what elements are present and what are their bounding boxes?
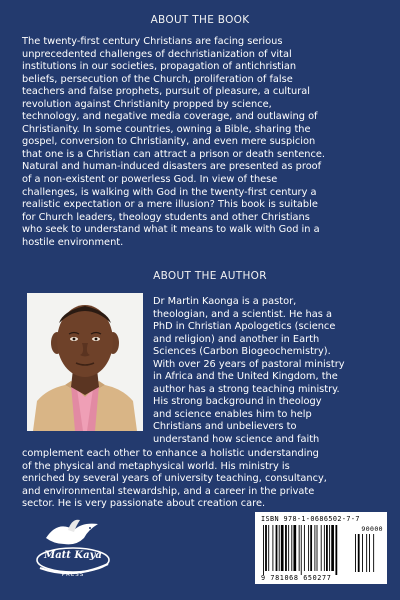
barcode-bar bbox=[310, 525, 312, 571]
book-blurb bbox=[22, 36, 382, 249]
blurb-line: unprecedented challenges of dechristianization of vital bbox=[22, 48, 292, 60]
bio-line: and religion) and another in Earth bbox=[153, 333, 320, 345]
barcode-bar bbox=[317, 525, 318, 571]
blurb-line: challenges, is walking with God in the twenty-first century a bbox=[22, 186, 317, 198]
barcode-bar bbox=[281, 525, 284, 571]
blurb-line: realistic expectation or a mere illusion? This book is suitable bbox=[22, 199, 318, 211]
barcode-bar bbox=[272, 525, 273, 571]
publisher-press: PRESS bbox=[61, 572, 85, 578]
barcode-bar bbox=[276, 525, 278, 571]
barcode-bar bbox=[304, 525, 305, 571]
barcode-addon-bar bbox=[373, 534, 374, 572]
barcode-bar bbox=[263, 525, 264, 575]
barcode-bar bbox=[314, 525, 315, 571]
barcode-addon-bar bbox=[355, 534, 356, 572]
bio-line: understand how science and faith bbox=[153, 434, 320, 446]
blurb-line: beliefs, persecution of the Church, proliferation of false bbox=[22, 73, 293, 85]
blurb-line: Natural and human-induced disasters are presented as proof bbox=[22, 161, 322, 173]
blurb-line: revolution against Christianity propped by science, bbox=[22, 98, 272, 110]
barcode-number: 9 781068 650277 bbox=[261, 574, 332, 582]
barcode-bar bbox=[288, 525, 289, 571]
barcode-bar bbox=[335, 525, 337, 575]
blurb-line: hostile environment. bbox=[22, 236, 124, 248]
about-book-heading: ABOUT THE BOOK bbox=[150, 14, 250, 26]
bio-line: Dr Martin Kaonga is a pastor, bbox=[153, 296, 297, 307]
barcode-addon-bar bbox=[366, 534, 367, 572]
price-code: 90000 bbox=[361, 525, 383, 533]
barcode-bar bbox=[301, 525, 302, 575]
blurb-line: technology, and negative media coverage, and outlawing of bbox=[22, 111, 318, 123]
bio-line: and science enables him to help bbox=[153, 408, 312, 420]
bio-line: Christians and unbelievers to bbox=[153, 421, 297, 433]
barcode-bar bbox=[324, 525, 325, 571]
blurb-line: teachers and false prophets, pursuit of pleasure, a cultural bbox=[22, 86, 310, 98]
barcode-bar bbox=[265, 525, 267, 571]
barcode-bar bbox=[291, 525, 292, 571]
barcode-bar bbox=[268, 525, 269, 571]
barcode-bar bbox=[299, 525, 300, 571]
barcode-bar bbox=[293, 525, 296, 571]
blurb-line: that one is a Christian can attract a prison or death sentence. bbox=[22, 148, 325, 160]
bio-line: theologian, and a scientist. He has a bbox=[153, 308, 332, 320]
barcode-bar bbox=[326, 525, 328, 571]
bio-line: complement each other to enhance a holistic understanding bbox=[22, 448, 319, 459]
bio-line: in Africa and the United Kingdom, the bbox=[153, 371, 338, 383]
author-bio-full bbox=[22, 448, 382, 511]
bio-line: His strong background in theology bbox=[153, 396, 322, 408]
isbn-label: ISBN 978-1-0686502-7-7 bbox=[261, 515, 360, 523]
about-author-heading: ABOUT THE AUTHOR bbox=[153, 270, 267, 282]
bio-line: With over 26 years of pastoral ministry bbox=[153, 358, 345, 370]
barcode-bar bbox=[285, 525, 287, 571]
blurb-line: institutions in our societies, propagation of antichristian bbox=[22, 61, 297, 73]
isbn-barcode bbox=[255, 512, 387, 584]
blurb-line: The twenty-first century Christians are facing serious bbox=[22, 36, 283, 47]
bio-line: of the physical and metaphysical world. His ministry is bbox=[22, 460, 290, 472]
blurb-line: of a non-existent or powerless God. In view of these bbox=[22, 174, 278, 186]
bio-line: enriched by several years of university teaching, consultancy, bbox=[22, 473, 327, 485]
barcode-bar bbox=[321, 525, 322, 571]
publisher-name: Matt Kaya bbox=[44, 550, 102, 561]
bio-line: PhD in Christian Apologetics (science bbox=[153, 321, 336, 333]
bio-line: sector. He is very passionate about creation care. bbox=[22, 498, 266, 510]
publisher-logo bbox=[28, 516, 118, 586]
blurb-line: who seek to understand what it means to walk with God in a bbox=[22, 224, 320, 236]
barcode-bar bbox=[308, 525, 309, 571]
bio-line: author has a strong teaching ministry. bbox=[153, 383, 340, 395]
barcode-bar bbox=[279, 525, 280, 571]
blurb-line: for Church leaders, theology students and other Christians bbox=[22, 211, 310, 223]
bio-line: and environmental stewardship, and a career in the private bbox=[22, 485, 315, 497]
author-bio-side bbox=[153, 296, 383, 447]
barcode-addon-bar bbox=[369, 534, 370, 572]
barcode-bar bbox=[331, 525, 334, 571]
blurb-line: Christianity. In some countries, owning a Bible, sharing the bbox=[22, 123, 311, 135]
barcode-addon-bar bbox=[362, 534, 363, 572]
blurb-line: gospel, conversion to Christianity, and even mere suspicion bbox=[22, 136, 316, 148]
bio-line: Sciences (Carbon Biogeochemistry). bbox=[153, 346, 331, 358]
author-photo bbox=[27, 293, 143, 431]
barcode-bar bbox=[329, 525, 330, 571]
barcode-addon-bar bbox=[358, 534, 360, 572]
